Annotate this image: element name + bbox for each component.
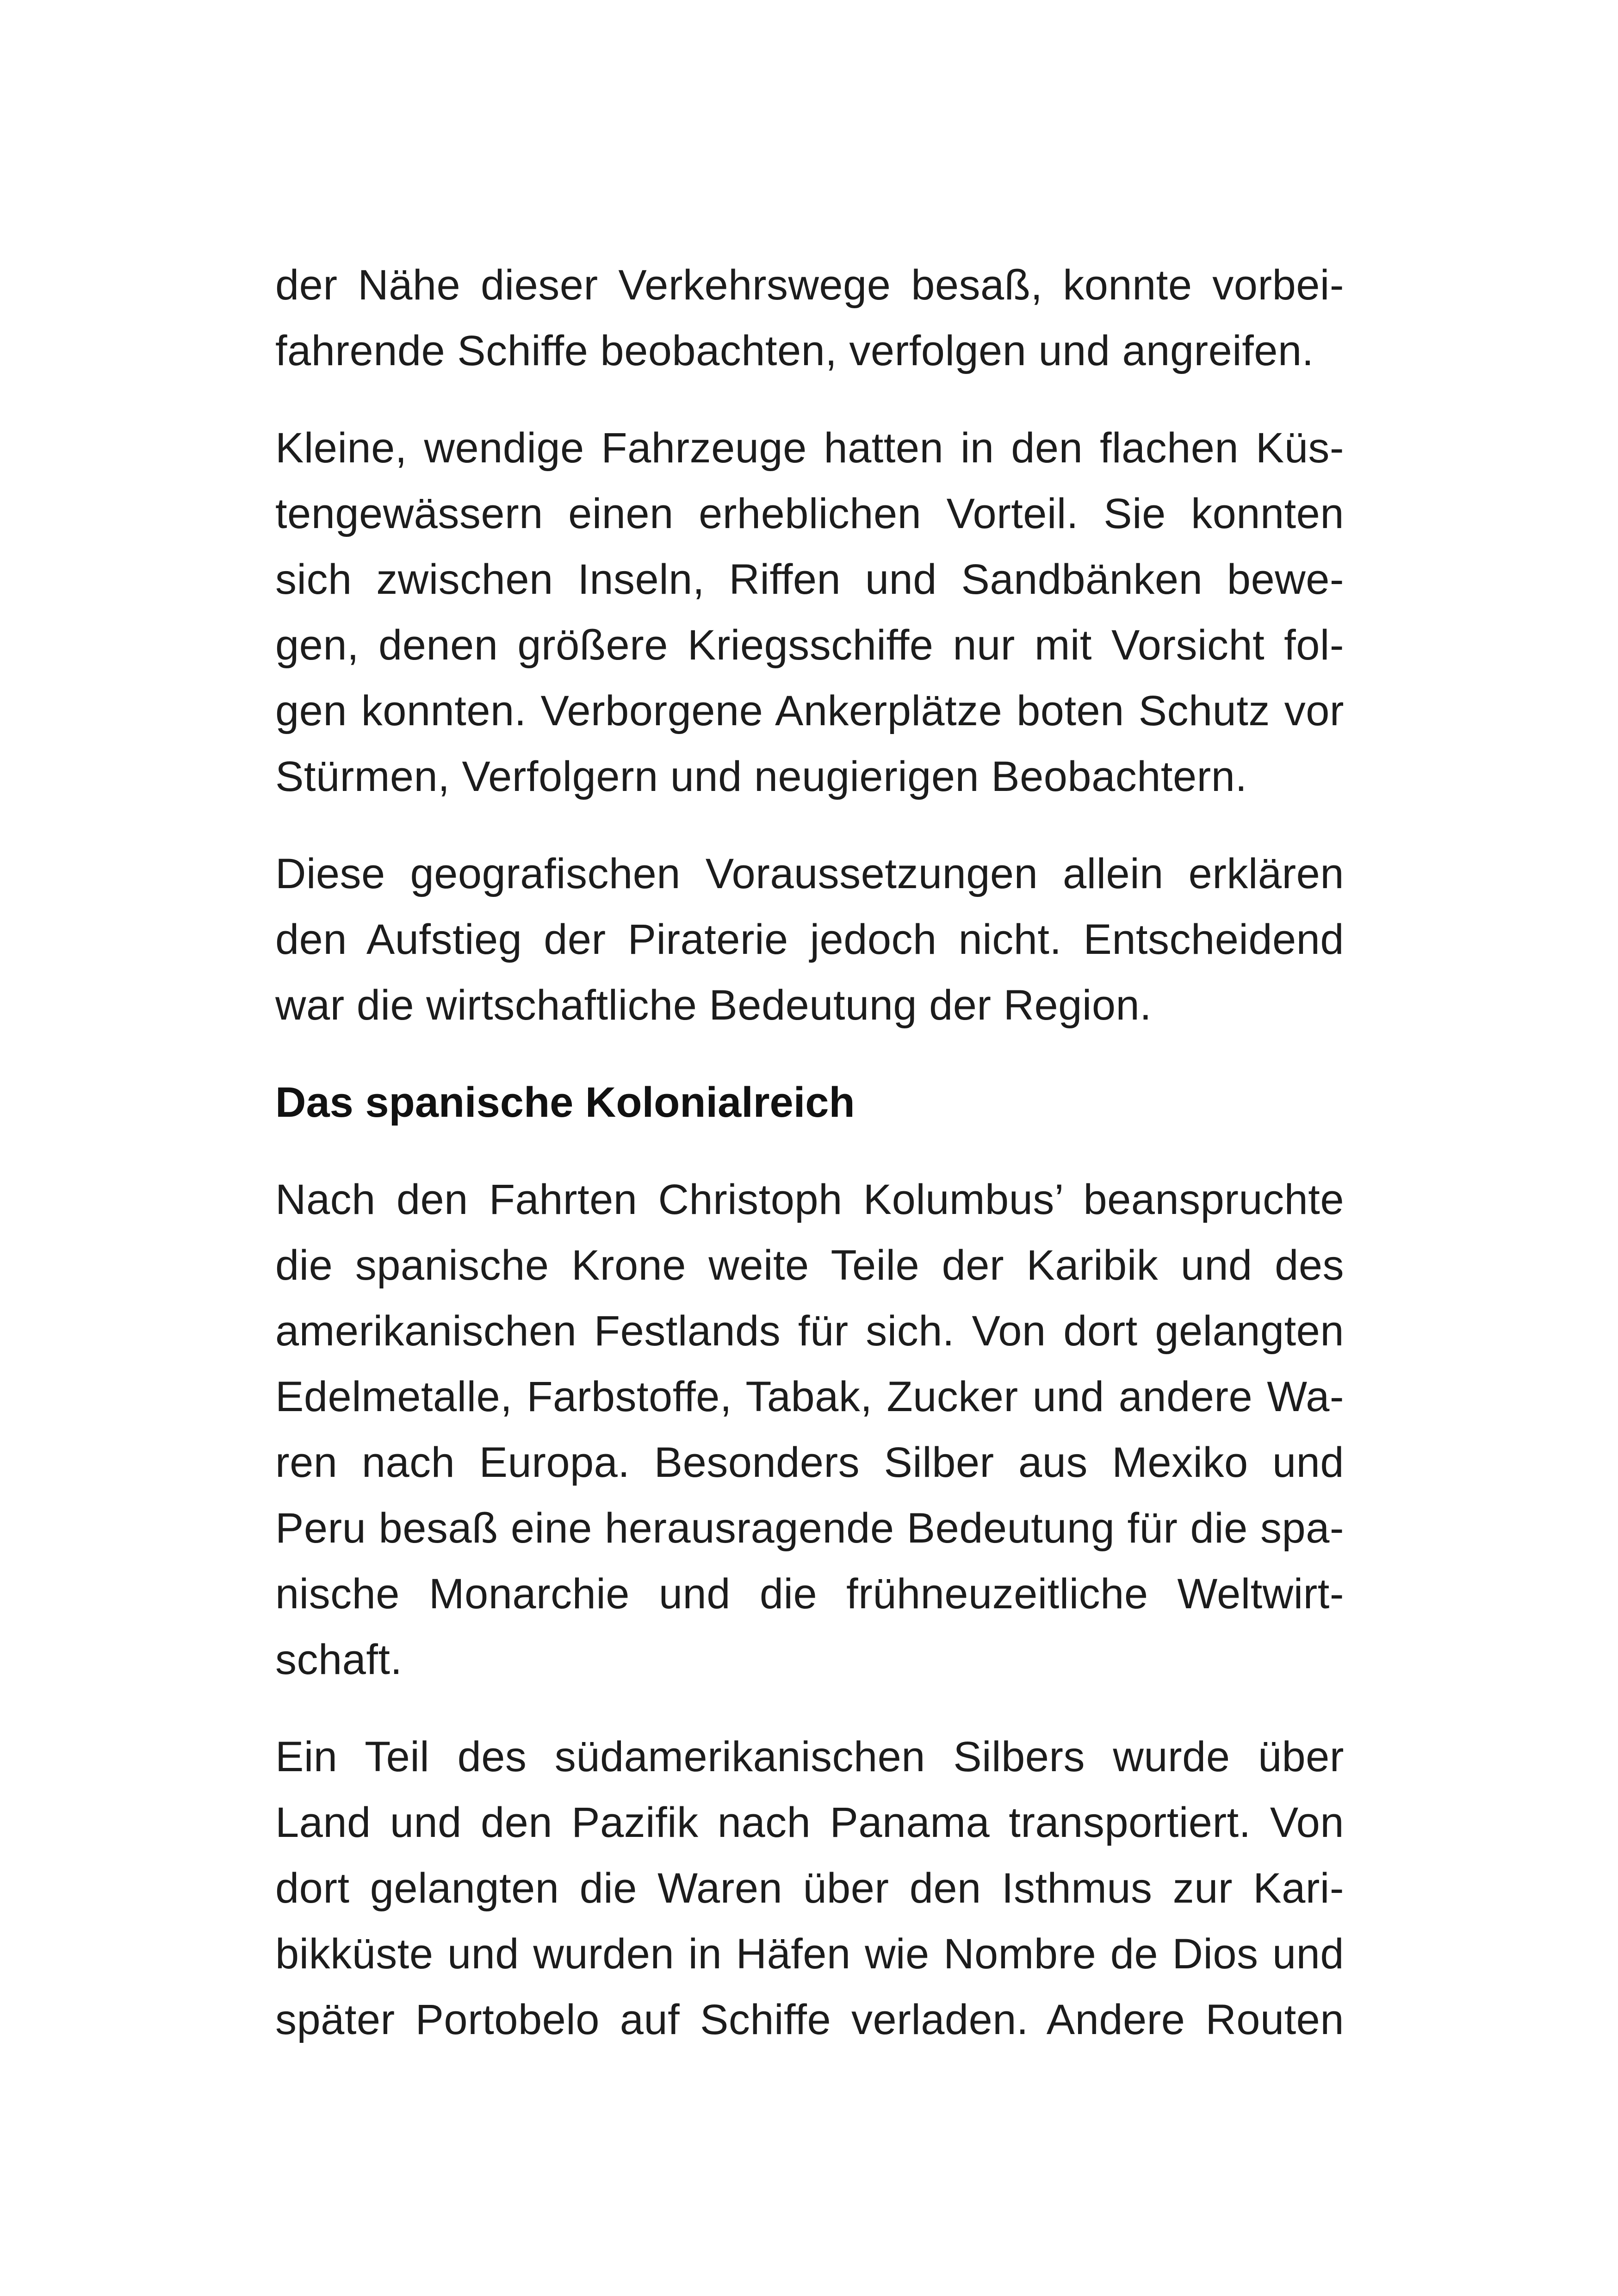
text-line: amerikanischen Festlands für sich. Von dort gelangten <box>275 1307 1344 1355</box>
text-line: ren nach Europa. Besonders Silber aus Mexiko und <box>275 1439 1344 1486</box>
text-line: tengewässern einen erheblichen Vorteil. Sie konnten <box>275 490 1344 537</box>
text-line: die spanische Krone weite Teile der Karibik und des <box>275 1242 1344 1289</box>
text-line: Stürmen, Verfolgern und neugierigen Beobachtern. <box>275 753 1247 800</box>
text-line: später Portobelo auf Schiffe verladen. Andere Routen <box>275 1996 1344 2043</box>
section-heading: Das spanische Kolonialreich <box>275 1079 855 1126</box>
text-column <box>275 252 1344 2084</box>
text-line: Land und den Pazifik nach Panama transportiert. Von <box>275 1799 1344 1846</box>
text-line: bikküste und wurden in Häfen wie Nombre de Dios und <box>275 1930 1344 1978</box>
paragraph-2 <box>275 415 1344 809</box>
text-line: fahrende Schiffe beobachten, verfolgen und angreifen. <box>275 327 1314 374</box>
text-line: gen, denen größere Kriegsschiffe nur mit Vorsicht fol- <box>275 622 1344 669</box>
text-line: Kleine, wendige Fahrzeuge hatten in den flachen Küs- <box>275 424 1344 472</box>
text-line: Diese geografischen Voraussetzungen allein erklären <box>275 850 1344 897</box>
text-line: schaft. <box>275 1636 403 1683</box>
text-line: nische Monarchie und die frühneuzeitliche Weltwirt- <box>275 1570 1344 1618</box>
paragraph-5 <box>275 1724 1344 2053</box>
text-line: den Aufstieg der Piraterie jedoch nicht. Entscheidend <box>275 916 1344 963</box>
text-line: sich zwischen Inseln, Riffen und Sandbänken bewe- <box>275 556 1344 603</box>
paragraph-3 <box>275 841 1344 1038</box>
text-line: Edelmetalle, Farbstoffe, Tabak, Zucker und andere Wa- <box>275 1373 1344 1420</box>
text-line: gen konnten. Verborgene Ankerplätze boten Schutz vor <box>275 687 1344 734</box>
paragraph-4 <box>275 1167 1344 1692</box>
text-line: der Nähe dieser Verkehrswege besaß, konnte vorbei- <box>275 261 1344 309</box>
text-line: war die wirtschaftliche Bedeutung der Region. <box>275 982 1152 1029</box>
paragraph-1 <box>275 252 1344 384</box>
text-line: dort gelangten die Waren über den Isthmus zur Kari- <box>275 1865 1344 1912</box>
text-line: Peru besaß eine herausragende Bedeutung für die spa- <box>275 1505 1344 1552</box>
text-line: Ein Teil des südamerikanischen Silbers wurde über <box>275 1733 1344 1780</box>
text-line: Nach den Fahrten Christoph Kolumbus’ beanspruchte <box>275 1176 1344 1223</box>
